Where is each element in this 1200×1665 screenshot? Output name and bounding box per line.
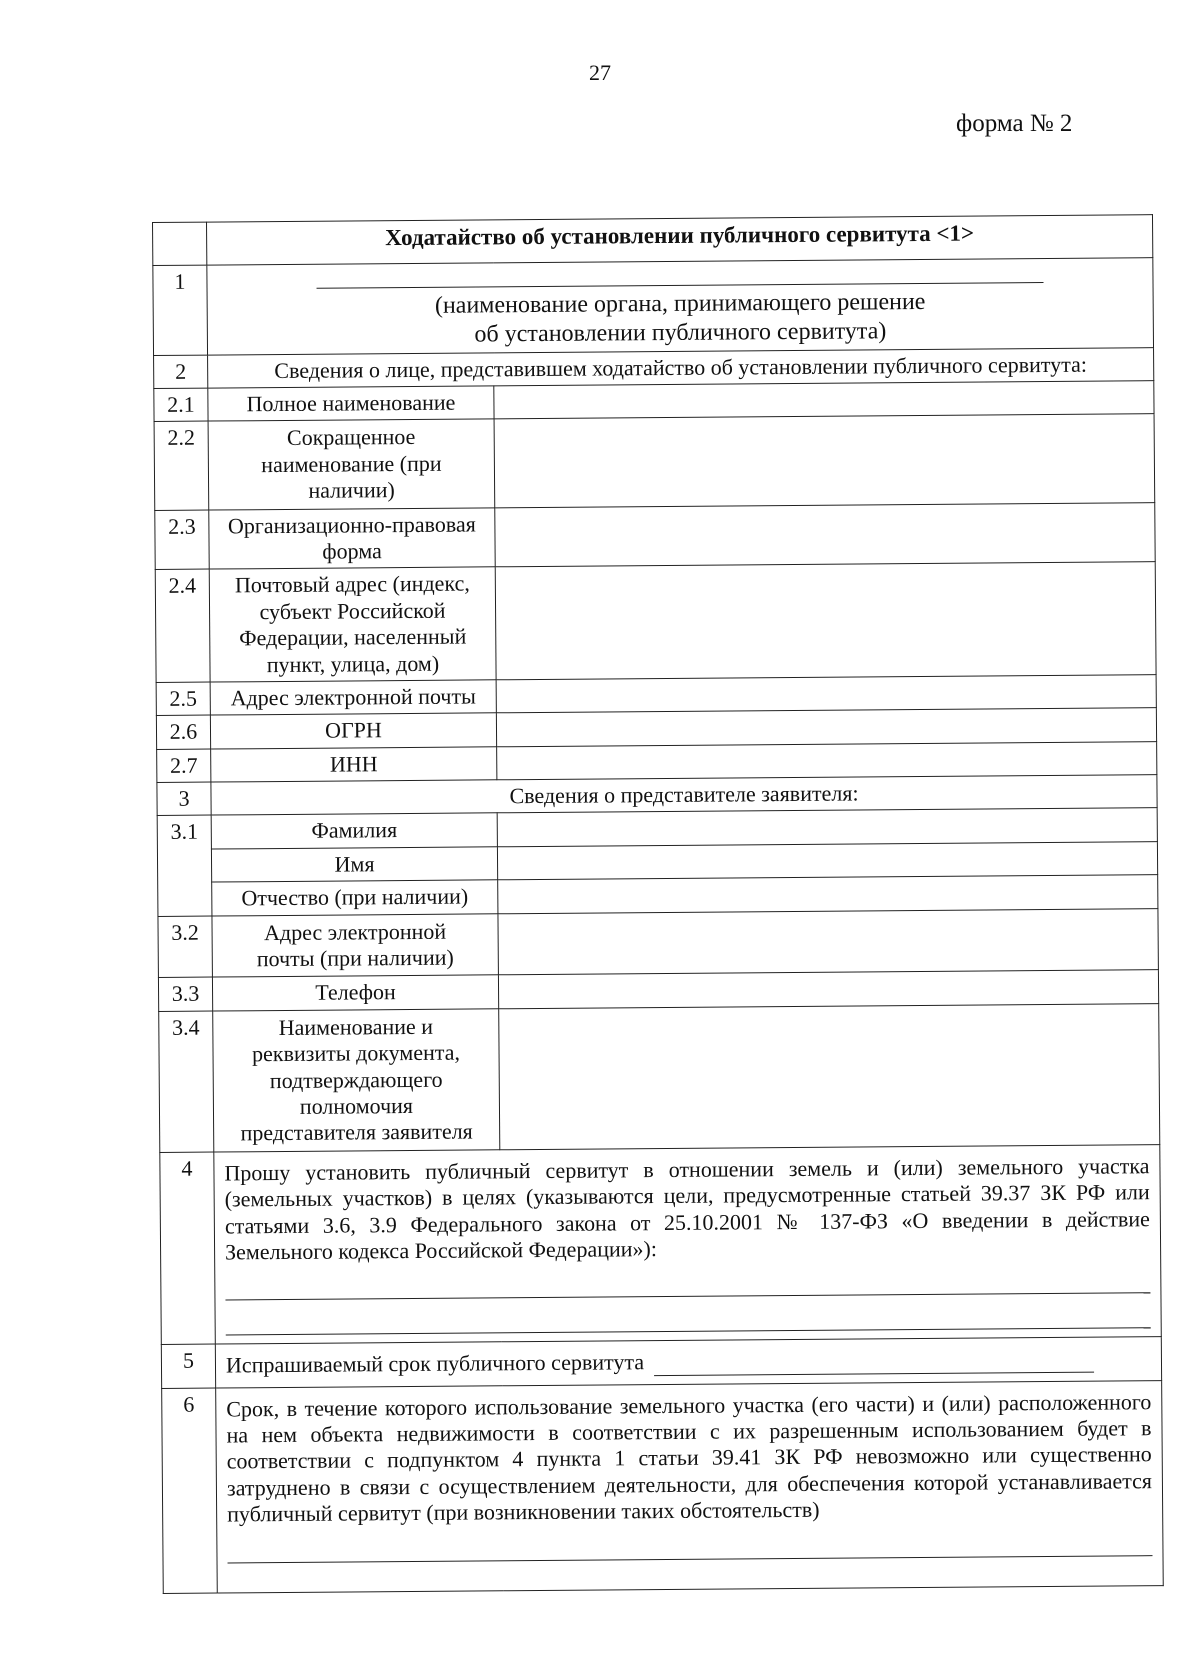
row-number: 2.7 bbox=[157, 749, 211, 783]
field-label-inn: ИНН bbox=[211, 746, 497, 782]
field-label-full-name: Полное наименование bbox=[208, 386, 494, 422]
fill-line bbox=[227, 1525, 1152, 1563]
row-number: 6 bbox=[162, 1388, 218, 1593]
surname-field[interactable] bbox=[497, 808, 1157, 847]
rep-email-field[interactable] bbox=[498, 908, 1158, 975]
row-4 bbox=[160, 1144, 1161, 1344]
field-label-postal-address: Почтовый адрес (индекс, субъект Российской Федерации, населенный пункт, улица, дом) bbox=[209, 567, 496, 682]
row-number: 3 bbox=[157, 782, 211, 816]
term-request-label: Испрашиваемый срок публичного сервитута bbox=[225, 1349, 645, 1378]
fill-line bbox=[654, 1353, 1094, 1375]
row-2-3 bbox=[155, 502, 1155, 570]
impossibility-period-text: Срок, в течение которого использование земельного участка (его части) и (или) расположенного на нем объекта недвижимости в соответствии с их разрешенным использованием будет в соответствии с подпунктом 4 пункта 1 статьи 39.41 ЗК РФ невозможно или существенно затруднено в связи с осуществлением деятельности, для обеспечения которой устанавливается публичный сервитут (при возникновении таких обстоятельств) bbox=[226, 1388, 1153, 1527]
row-2-4 bbox=[155, 562, 1156, 682]
field-label-surname: Фамилия bbox=[211, 813, 497, 849]
page-number: 27 bbox=[589, 60, 611, 85]
row-number: 2.5 bbox=[156, 682, 210, 716]
patronymic-field[interactable] bbox=[498, 875, 1158, 914]
fill-line bbox=[225, 1263, 1150, 1301]
legal-form-field[interactable] bbox=[495, 502, 1155, 567]
field-label-name: Имя bbox=[211, 847, 497, 883]
row-number: 2.2 bbox=[154, 421, 209, 510]
authority-document-field[interactable] bbox=[499, 1003, 1160, 1149]
row-1 bbox=[153, 258, 1154, 355]
name-field[interactable] bbox=[497, 841, 1157, 880]
inn-field[interactable] bbox=[497, 741, 1157, 780]
row-3-4 bbox=[159, 1003, 1160, 1152]
short-name-field[interactable] bbox=[494, 414, 1155, 507]
full-name-field[interactable] bbox=[494, 381, 1154, 420]
purpose-request-cell[interactable] bbox=[214, 1144, 1161, 1344]
row-number: 2.1 bbox=[154, 388, 208, 422]
row-number: 3.3 bbox=[158, 977, 212, 1011]
row-number: 2 bbox=[154, 355, 208, 389]
field-label-email: Адрес электронной почты bbox=[210, 680, 496, 716]
ogrn-field[interactable] bbox=[496, 708, 1156, 747]
row-number: 5 bbox=[161, 1344, 215, 1388]
form-number-label: форма № 2 bbox=[956, 110, 1073, 137]
field-label-phone: Телефон bbox=[212, 975, 498, 1011]
row-2-2 bbox=[154, 414, 1155, 510]
field-label-authority-document: Наименование и реквизиты документа, подтверждающего полномочия представителя заявителя bbox=[213, 1009, 500, 1152]
authority-caption-line1: (наименование органа, принимающего решение bbox=[434, 288, 926, 319]
impossibility-period-cell[interactable] bbox=[216, 1380, 1164, 1592]
field-label-short-name: Сокращенное наименование (при наличии) bbox=[208, 419, 495, 509]
row-number: 4 bbox=[160, 1152, 216, 1345]
term-request-cell[interactable] bbox=[215, 1337, 1161, 1388]
form-title: Ходатайство об установлении публичного сервитута <1> bbox=[207, 215, 1153, 265]
phone-field[interactable] bbox=[498, 970, 1158, 1009]
petition-form-table bbox=[152, 214, 1164, 1594]
title-num-cell bbox=[153, 222, 207, 265]
field-label-patronymic: Отчество (при наличии) bbox=[212, 880, 498, 916]
row-number: 2.6 bbox=[156, 715, 210, 749]
fill-line bbox=[226, 1298, 1151, 1336]
row-number: 1 bbox=[153, 265, 208, 355]
authority-caption-line2: об установлении публичного сервитута) bbox=[474, 318, 887, 348]
postal-address-field[interactable] bbox=[495, 562, 1156, 680]
row-number: 3.4 bbox=[159, 1011, 214, 1152]
applicant-section-heading: Сведения о лице, представившем ходатайство об установлении публичного сервитута: bbox=[208, 347, 1154, 388]
field-label-legal-form: Организационно-правовая форма bbox=[209, 507, 495, 569]
row-number: 2.4 bbox=[155, 569, 210, 682]
row-number: 3.2 bbox=[158, 916, 212, 978]
representative-section-heading: Сведения о представителе заявителя: bbox=[211, 775, 1157, 816]
row-6 bbox=[162, 1380, 1164, 1593]
field-label-ogrn: ОГРН bbox=[210, 713, 496, 749]
row-3-2 bbox=[158, 908, 1158, 978]
fill-line bbox=[316, 268, 1044, 289]
row-number: 2.3 bbox=[155, 510, 209, 570]
purpose-request-text: Прошу установить публичный сервитут в отношении земель и (или) земельного участка (земельных участков) в целях (указываются цели, предусмотренные статьей 39.37 ЗК РФ или статьями 3.6, 3.9 Федерального закона от 25.10.2001 № 137-ФЗ «О введении в действие Земельного кодекса Российской Федерации»): bbox=[224, 1152, 1150, 1265]
row-number: 3.1 bbox=[157, 816, 212, 917]
authority-name-field[interactable] bbox=[207, 258, 1154, 355]
row-5 bbox=[161, 1337, 1161, 1388]
field-label-rep-email: Адрес электронной почты (при наличии) bbox=[212, 913, 498, 977]
email-field[interactable] bbox=[496, 675, 1156, 714]
